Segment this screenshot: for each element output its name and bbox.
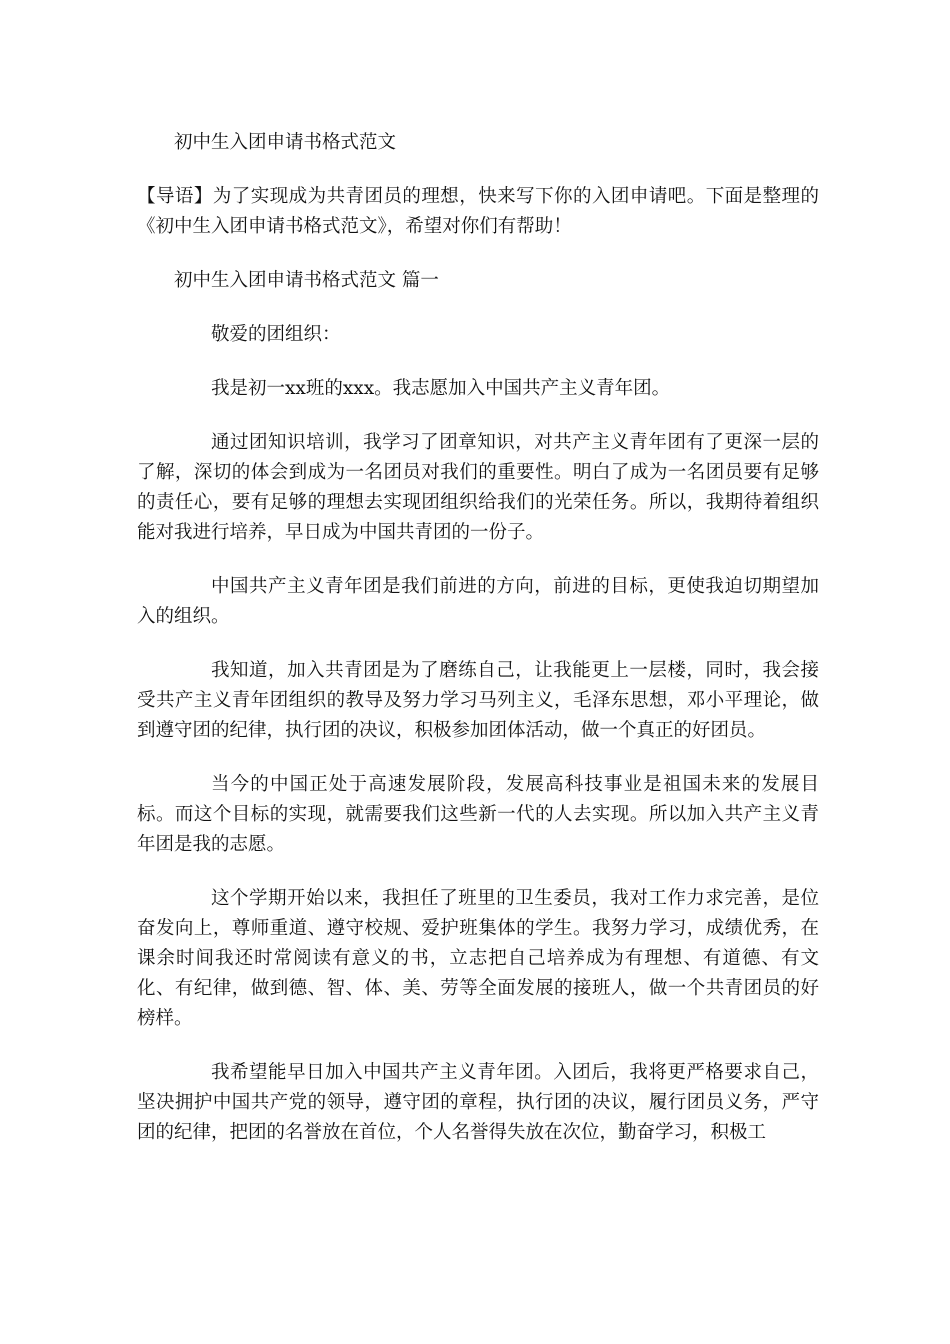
body-paragraph: 这个学期开始以来，我担任了班里的卫生委员，我对工作力求完善，是位奋发向上，尊师重道、遵守校规、爱护班集体的学生。我努力学习，成绩优秀，在课余时间我还时常阅读有意义的书，立志把自己培养成为有理想、有道德、有文化、有纪律，做到德、智、体、美、劳等全面发展的接班人，做一个共青团员的好榜样。	[137, 888, 819, 1029]
body-paragraph: 当今的中国正处于高速发展阶段，发展高科技事业是祖国未来的发展目标。而这个目标的实现，就需要我们这些新一代的人去实现。所以加入共产主义青年团是我的志愿。	[137, 774, 819, 855]
salutation: 敬爱的团组织：	[211, 324, 341, 345]
document-title: 初中生入团申请书格式范文	[174, 132, 397, 153]
document-page	[137, 128, 819, 1172]
body-paragraph: 中国共产主义青年团是我们前进的方向，前进的目标，更使我迫切期望加入的组织。	[137, 576, 819, 627]
body-paragraph: 我是初一xx班的xxx。我志愿加入中国共产主义青年团。	[211, 378, 671, 399]
body-paragraph: 通过团知识培训，我学习了团章知识，对共产主义青年团有了更深一层的了解，深切的体会到成为一名团员对我们的重要性。明白了成为一名团员要有足够的责任心，要有足够的理想去实现团组织给我们的光荣任务。所以，我期待着组织能对我进行培养，早日成为中国共青团的一份子。	[137, 432, 819, 543]
lead-paragraph: 【导语】为了实现成为共青团员的理想，快来写下你的入团申请吧。下面是整理的《初中生入团申请书格式范文》，希望对你们有帮助！	[137, 186, 819, 237]
body-paragraph: 我知道，加入共青团是为了磨练自己，让我能更上一层楼，同时，我会接受共产主义青年团组织的教导及努力学习马列主义，毛泽东思想，邓小平理论，做到遵守团的纪律，执行团的决议，积极参加团体活动，做一个真正的好团员。	[137, 660, 819, 741]
section-heading: 初中生入团申请书格式范文 篇一	[174, 270, 439, 291]
body-paragraph: 我希望能早日加入中国共产主义青年团。入团后，我将更严格要求自己，坚决拥护中国共产党的领导，遵守团的章程，执行团的决议，履行团员义务，严守团的纪律，把团的名誉放在首位，个人名誉得失放在次位，勤奋学习，积极工	[137, 1062, 819, 1143]
